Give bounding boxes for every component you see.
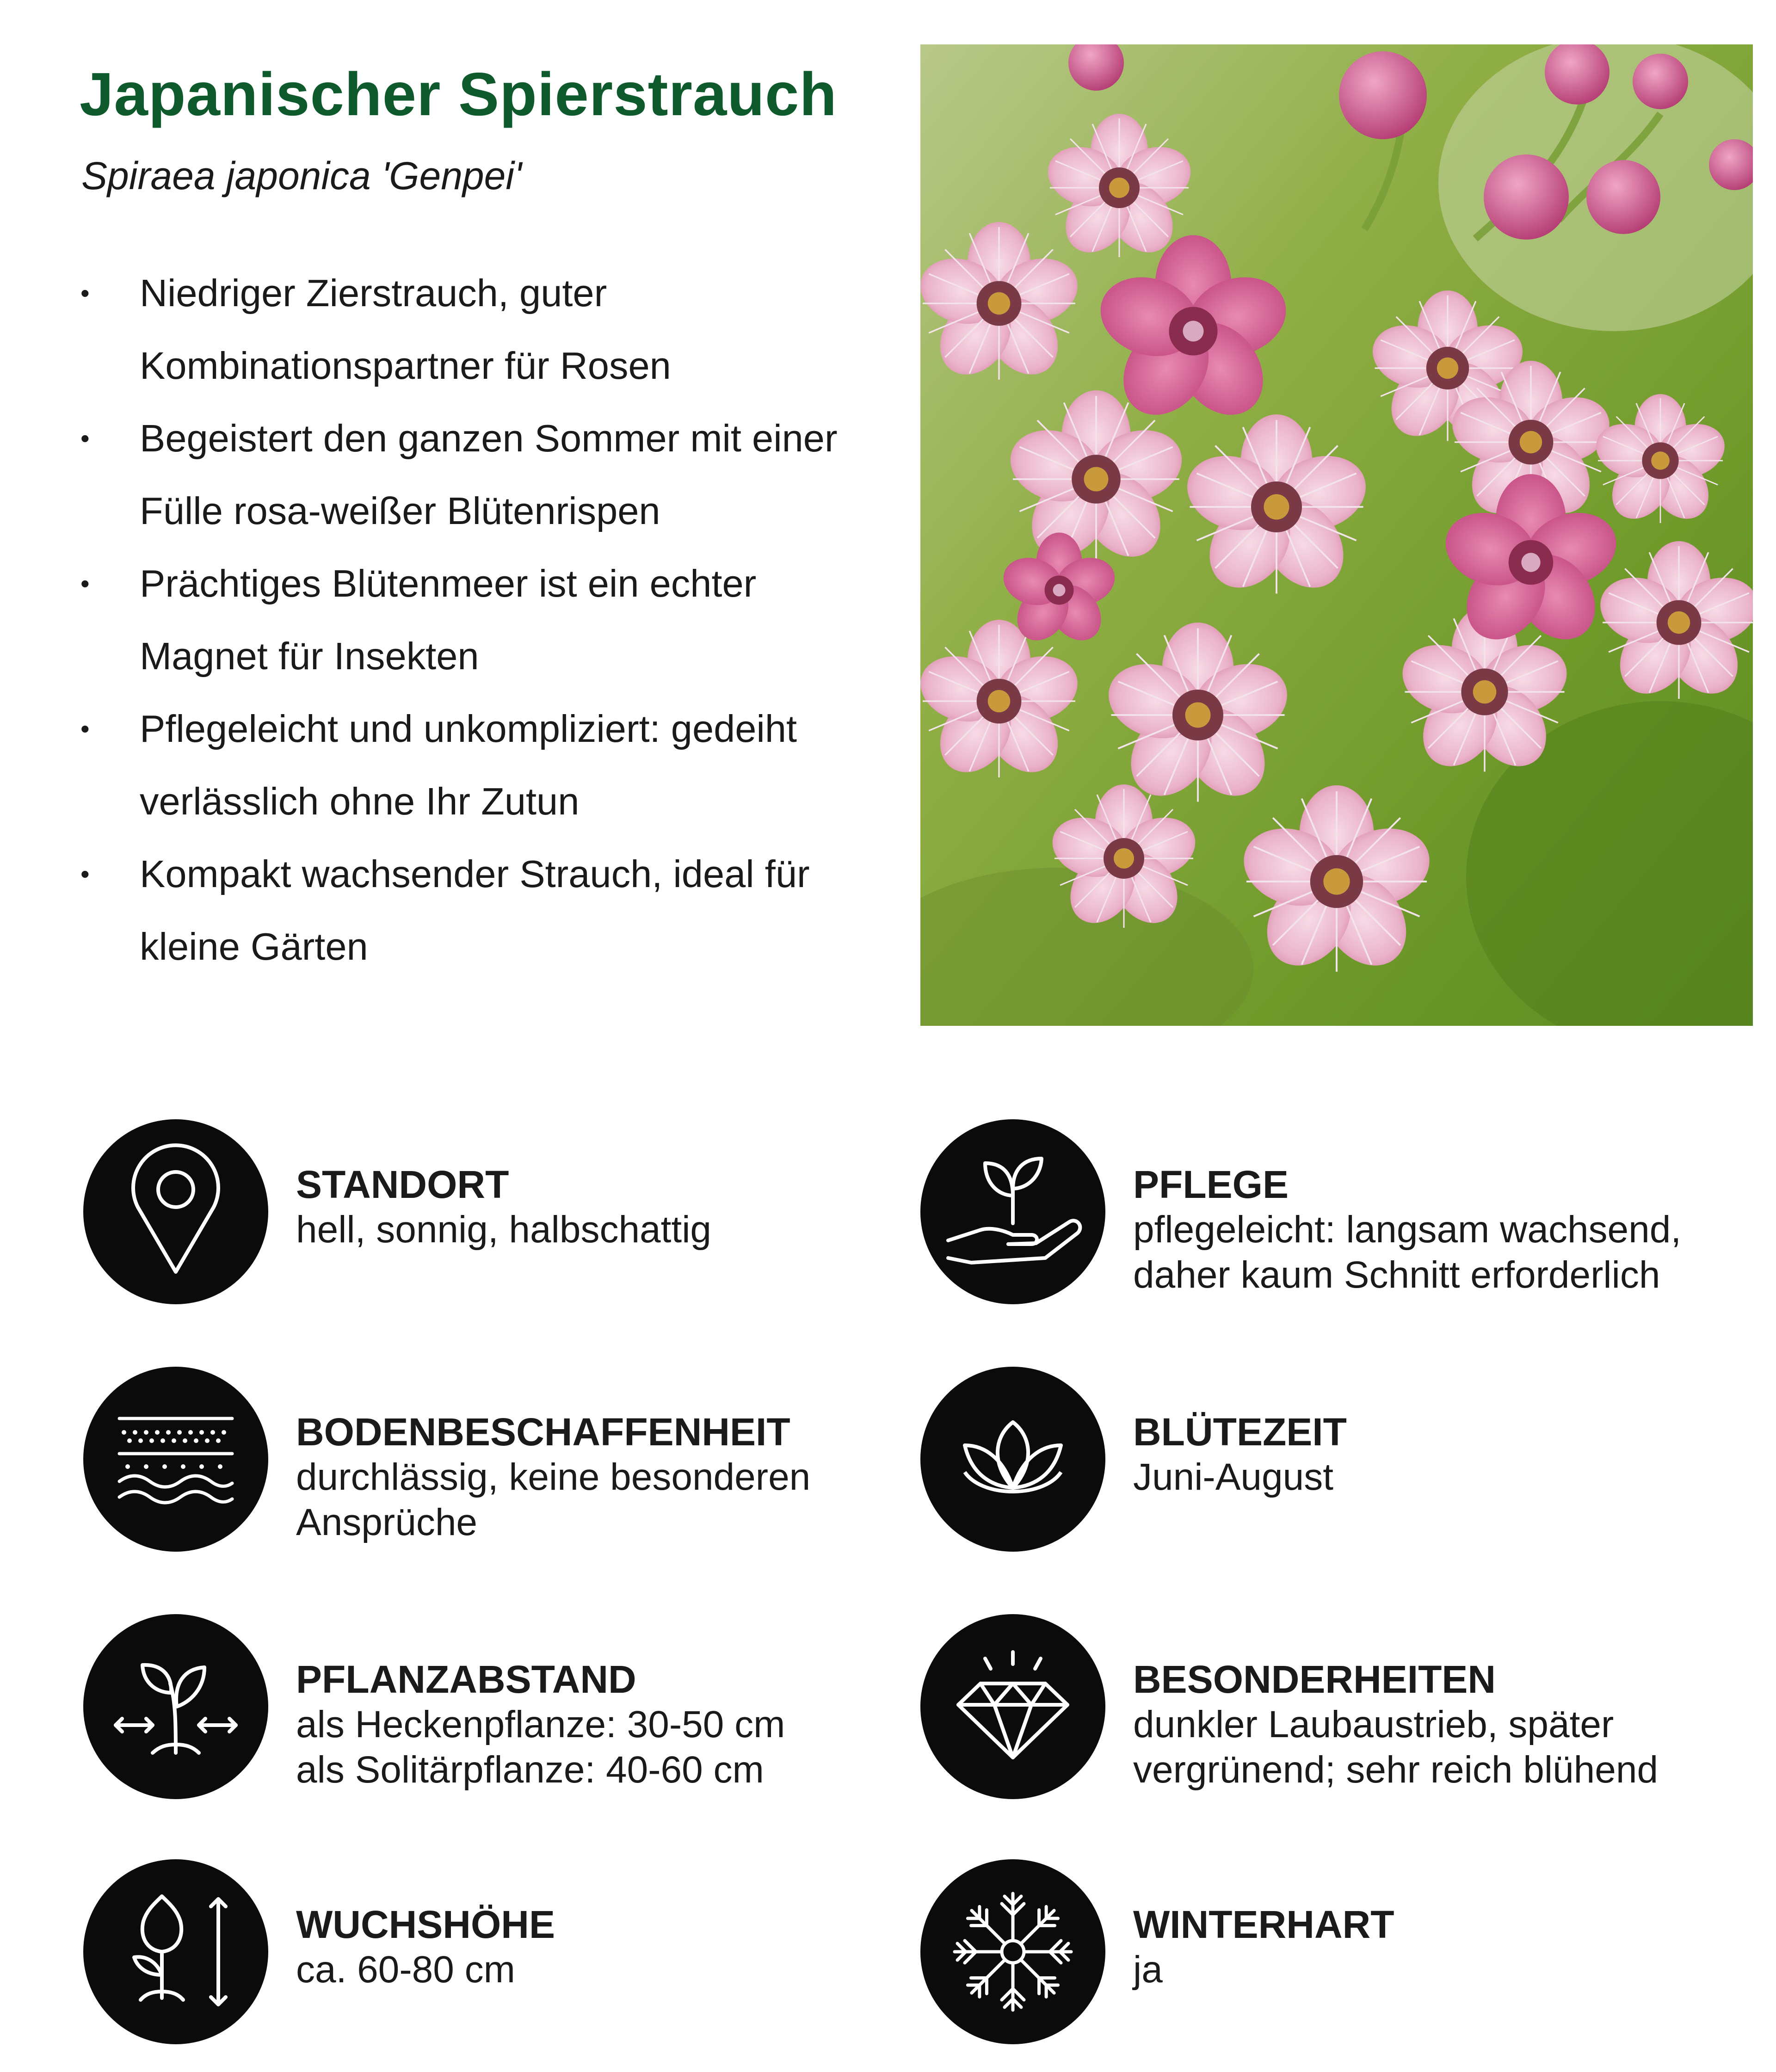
feature-label: WINTERHART	[1133, 1903, 1394, 1946]
feature-label: BESONDERHEITEN	[1133, 1658, 1496, 1701]
lotus-flower-icon	[920, 1367, 1105, 1552]
feature-label: WUCHSHÖHE	[296, 1903, 555, 1946]
diamond-icon	[920, 1614, 1105, 1799]
plant-height-icon	[83, 1859, 268, 2044]
feature-value: durchlässig, keine besonderen Ansprüche	[296, 1456, 811, 1543]
highlight-item: • Kompakt wachsender Strauch, ideal für kleine Gärten	[79, 838, 893, 983]
highlight-item: • Pflegeleicht und unkompliziert: gedeiht verlässlich ohne Ihr Zutun	[79, 692, 893, 838]
highlight-item: • Begeistert den ganzen Sommer mit einer Fülle rosa-weißer Blütenrispen	[79, 402, 893, 547]
feature-value: ca. 60-80 cm	[296, 1949, 515, 1991]
feature-wuchshoehe	[83, 1859, 916, 2044]
feature-value-line: als Solitärpflanze: 40-60 cm	[296, 1749, 764, 1791]
highlight-item: • Prächtiges Blütenmeer ist ein echter Magnet für Insekten	[79, 547, 893, 692]
snowflake-icon	[920, 1859, 1105, 2044]
feature-label: STANDORT	[296, 1163, 509, 1206]
seedling-hand-icon	[920, 1119, 1105, 1304]
feature-pflanzabstand	[83, 1614, 916, 1799]
feature-label: BODENBESCHAFFENHEIT	[296, 1410, 790, 1454]
feature-value: pflegeleicht: langsam wachsend, daher kaum Schnitt erforderlich	[1133, 1209, 1682, 1296]
highlight-list	[79, 257, 893, 983]
feature-value: hell, sonnig, halbschattig	[296, 1209, 712, 1251]
plant-spacing-icon	[83, 1614, 268, 1799]
botanical-name: Spiraea japonica 'Genpei'	[81, 154, 522, 197]
feature-value: ja	[1133, 1949, 1163, 1991]
feature-standort	[83, 1119, 916, 1304]
product-title: Japanischer Spierstrauch	[80, 60, 838, 128]
feature-winterhart	[920, 1859, 1753, 2044]
product-photo	[920, 44, 1753, 1026]
feature-bodenbeschaffenheit	[83, 1367, 916, 1552]
feature-label: BLÜTEZEIT	[1133, 1410, 1347, 1454]
feature-pflege	[920, 1119, 1753, 1304]
feature-value: Juni-August	[1133, 1456, 1334, 1498]
highlight-item: • Niedriger Zierstrauch, guter Kombinationspartner für Rosen	[79, 257, 893, 402]
feature-value-line: als Heckenpflanze: 30-50 cm	[296, 1703, 785, 1745]
soil-layers-icon	[83, 1367, 268, 1552]
location-pin-icon	[83, 1119, 268, 1304]
feature-label: PFLEGE	[1133, 1163, 1289, 1206]
feature-bluetezeit	[920, 1367, 1753, 1552]
feature-label: PFLANZABSTAND	[296, 1658, 636, 1701]
feature-value: dunkler Laubaustrieb, später vergrünend; sehr reich blühend	[1133, 1703, 1659, 1791]
feature-besonderheiten	[920, 1614, 1753, 1799]
